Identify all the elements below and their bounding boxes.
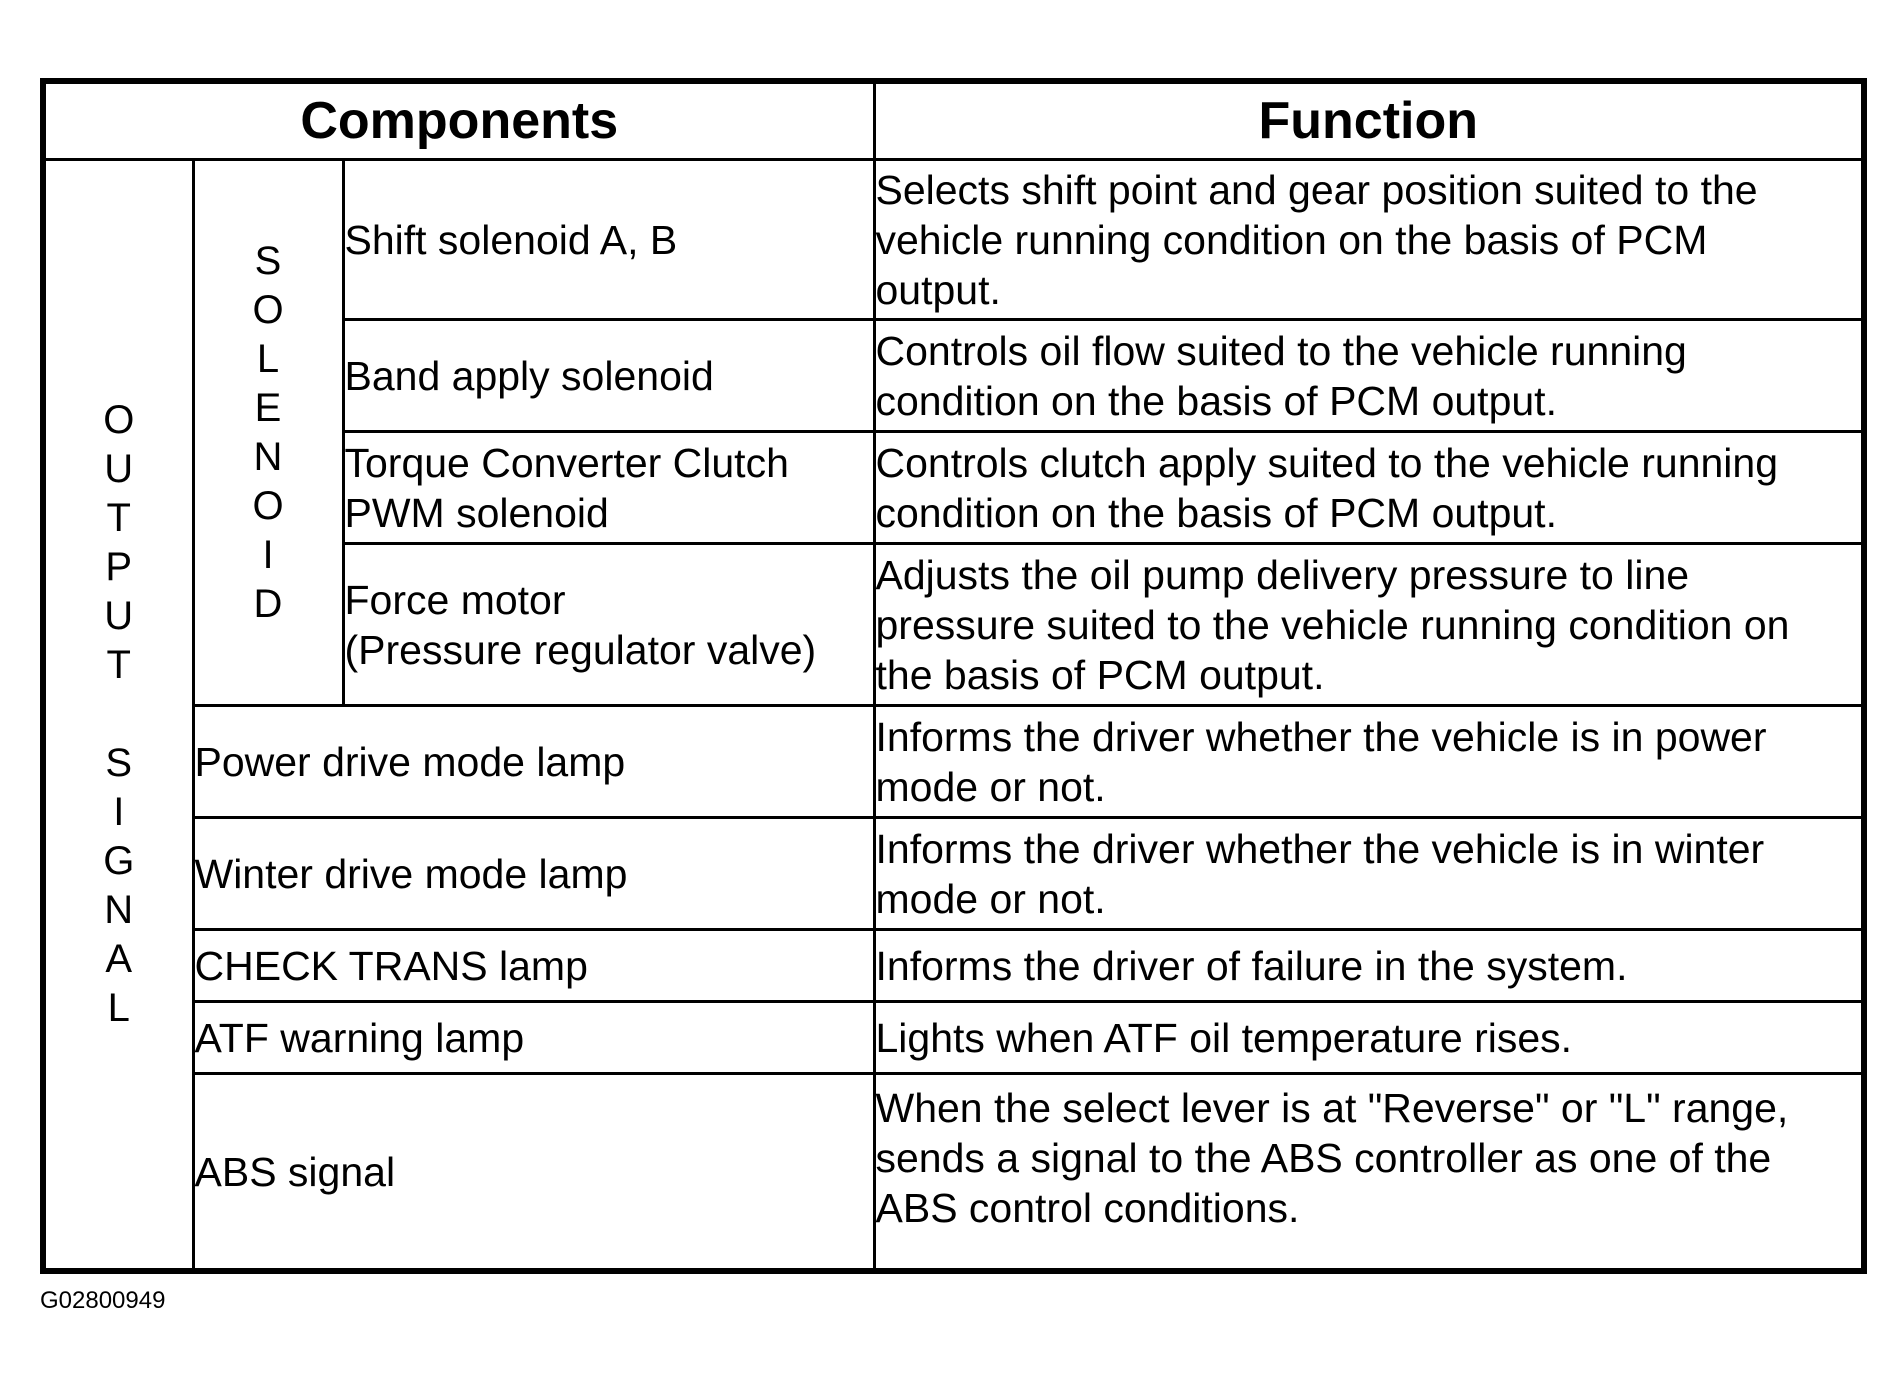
function-cell: Controls clutch apply suited to the vehicle running condition on the basis of PCM output. xyxy=(874,432,1864,544)
component-cell: Band apply solenoid xyxy=(343,320,874,432)
function-cell: Informs the driver whether the vehicle is in power mode or not. xyxy=(874,706,1864,818)
function-cell: Controls oil flow suited to the vehicle running condition on the basis of PCM output. xyxy=(874,320,1864,432)
header-row xyxy=(43,81,1864,160)
solenoid-label: S O L E N O I D xyxy=(193,160,343,706)
component-cell: Torque Converter Clutch PWM solenoid xyxy=(343,432,874,544)
table-row xyxy=(43,1002,1864,1074)
table-row xyxy=(43,1074,1864,1272)
function-cell: Selects shift point and gear position suited to the vehicle running condition on the basis of PCM output. xyxy=(874,160,1864,320)
component-cell: Shift solenoid A, B xyxy=(343,160,874,320)
header-components: Components xyxy=(43,81,874,160)
function-cell: Informs the driver of failure in the system. xyxy=(874,930,1864,1002)
component-cell: Force motor (Pressure regulator valve) xyxy=(343,544,874,706)
header-function: Function xyxy=(874,81,1864,160)
component-cell: ATF warning lamp xyxy=(193,1002,874,1074)
table-row xyxy=(43,930,1864,1002)
output-signal-label: O U T P U T S I G N A L xyxy=(43,160,193,1272)
component-cell: ABS signal xyxy=(193,1074,874,1272)
table-row xyxy=(43,818,1864,930)
components-function-table xyxy=(40,78,1867,1274)
table-row xyxy=(43,160,1864,320)
component-cell: Power drive mode lamp xyxy=(193,706,874,818)
component-cell: Winter drive mode lamp xyxy=(193,818,874,930)
function-cell: When the select lever is at "Reverse" or "L" range, sends a signal to the ABS controller as one of the ABS control conditions. xyxy=(874,1074,1864,1272)
component-cell: CHECK TRANS lamp xyxy=(193,930,874,1002)
figure-id: G02800949 xyxy=(40,1287,166,1314)
function-cell: Adjusts the oil pump delivery pressure to line pressure suited to the vehicle running condition on the basis of PCM output. xyxy=(874,544,1864,706)
function-cell: Lights when ATF oil temperature rises. xyxy=(874,1002,1864,1074)
table-row xyxy=(43,706,1864,818)
function-cell: Informs the driver whether the vehicle is in winter mode or not. xyxy=(874,818,1864,930)
